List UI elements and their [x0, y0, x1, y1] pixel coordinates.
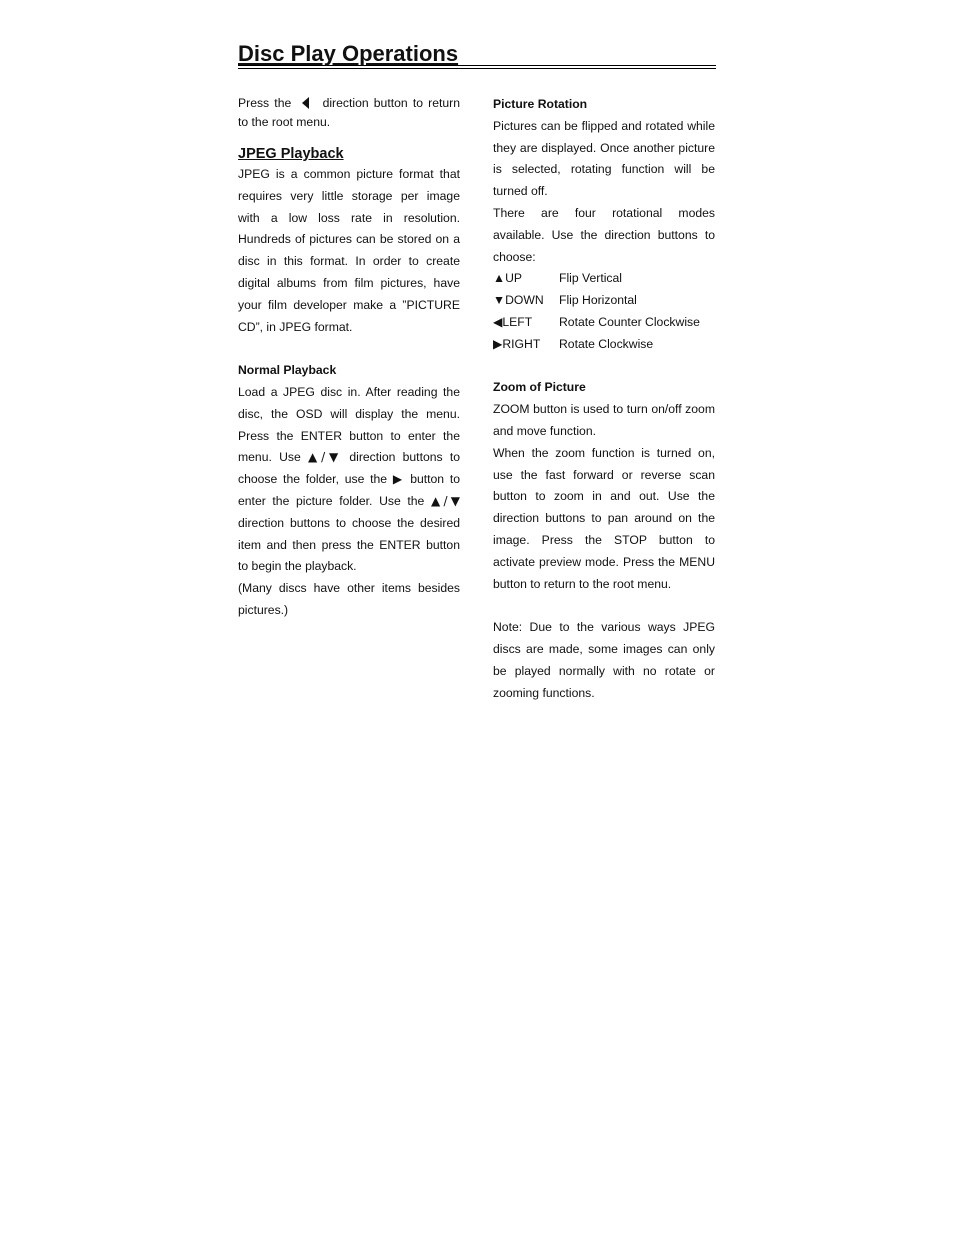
- right-arrow-icon: ▶: [392, 472, 405, 487]
- rotation-mode-up: [493, 268, 715, 290]
- rotation-modes-list: [493, 268, 715, 355]
- page-title: Disc Play Operations: [238, 41, 459, 66]
- intro-after: direction button to return to the root menu.: [238, 96, 460, 129]
- jpeg-playback-heading: JPEG Playback: [238, 146, 344, 162]
- mode-key-up: ▲UP: [493, 271, 522, 286]
- picture-rotation-heading: Picture Rotation: [493, 97, 588, 111]
- jpeg-playback-text: JPEG is a common picture format that requires very little storage per image with a low loss rate in resolution. Hundreds of pictures can be stored on a disc in this format. In order to create digital albums from film pictures, have your film developer make a ”PICTURE CD”, in JPEG format.: [238, 167, 460, 334]
- mode-key-down: ▼DOWN: [493, 293, 544, 308]
- zoom-text-1: ZOOM button is used to turn on/off zoom and move function.: [493, 402, 715, 438]
- final-note-text: Note: Due to the various ways JPEG discs are made, some images can only be played normally with no rotate or zooming functions.: [493, 620, 715, 700]
- normal-text-part1: Load a JPEG disc in. After reading the disc, the OSD will display the menu. Press the ENTER button to enter the menu. Use: [238, 384, 460, 465]
- mode-desc-right: Rotate Clockwise: [559, 336, 654, 351]
- intro-before: Press the: [238, 96, 292, 110]
- discs-note-text: (Many discs have other items besides pictures.): [238, 581, 460, 617]
- spacer: [238, 131, 460, 144]
- normal-text-part4: direction buttons to choose the desired item and then press the ENTER button to begin the playback.: [238, 515, 460, 574]
- rotation-mode-down: [493, 290, 715, 312]
- up-down-arrows-icon: ▲/▼: [430, 493, 460, 508]
- zoom-heading: Zoom of Picture: [493, 380, 586, 395]
- rotation-mode-left: [493, 312, 715, 334]
- spacer: [238, 338, 460, 360]
- spacer: [493, 356, 715, 378]
- normal-text-part2: direction buttons to choose the folder, use the: [238, 450, 461, 487]
- left-arrow-icon: [302, 97, 309, 109]
- mode-desc-up: Flip Vertical: [559, 271, 622, 286]
- picture-rotation-text: Pictures can be flipped and rotated while they are displayed. Once another picture is selected, rotating function will be turned off.: [493, 118, 715, 199]
- spacer: [493, 595, 715, 617]
- zoom-text-2: When the zoom function is turned on, use the fast forward or reverse scan button to zoom in and out. Use the direction buttons to pan around on the image. Press the STOP button to activate preview mode. Press the MENU button to return to the root menu.: [493, 445, 715, 591]
- right-column: [493, 94, 715, 704]
- intro-paragraph: [238, 94, 460, 131]
- mode-desc-left: Rotate Counter Clockwise: [559, 314, 700, 329]
- rotation-mode-right: [493, 334, 715, 356]
- normal-playback-text: [238, 382, 460, 578]
- mode-desc-down: Flip Horizontal: [559, 293, 637, 308]
- document-page: [238, 40, 716, 700]
- normal-text-part3: button to enter the picture folder. Use the: [238, 472, 461, 508]
- mode-key-right: ▶RIGHT: [493, 336, 541, 351]
- title-rule-bottom: [238, 68, 716, 69]
- rotation-modes-intro: There are four rotational modes available. Use the direction buttons to choose:: [493, 205, 715, 264]
- mode-key-left: ◀LEFT: [493, 314, 533, 329]
- left-column: [238, 94, 460, 622]
- up-down-arrows-icon: ▲/▼: [308, 450, 343, 465]
- normal-playback-heading: Normal Playback: [238, 363, 337, 378]
